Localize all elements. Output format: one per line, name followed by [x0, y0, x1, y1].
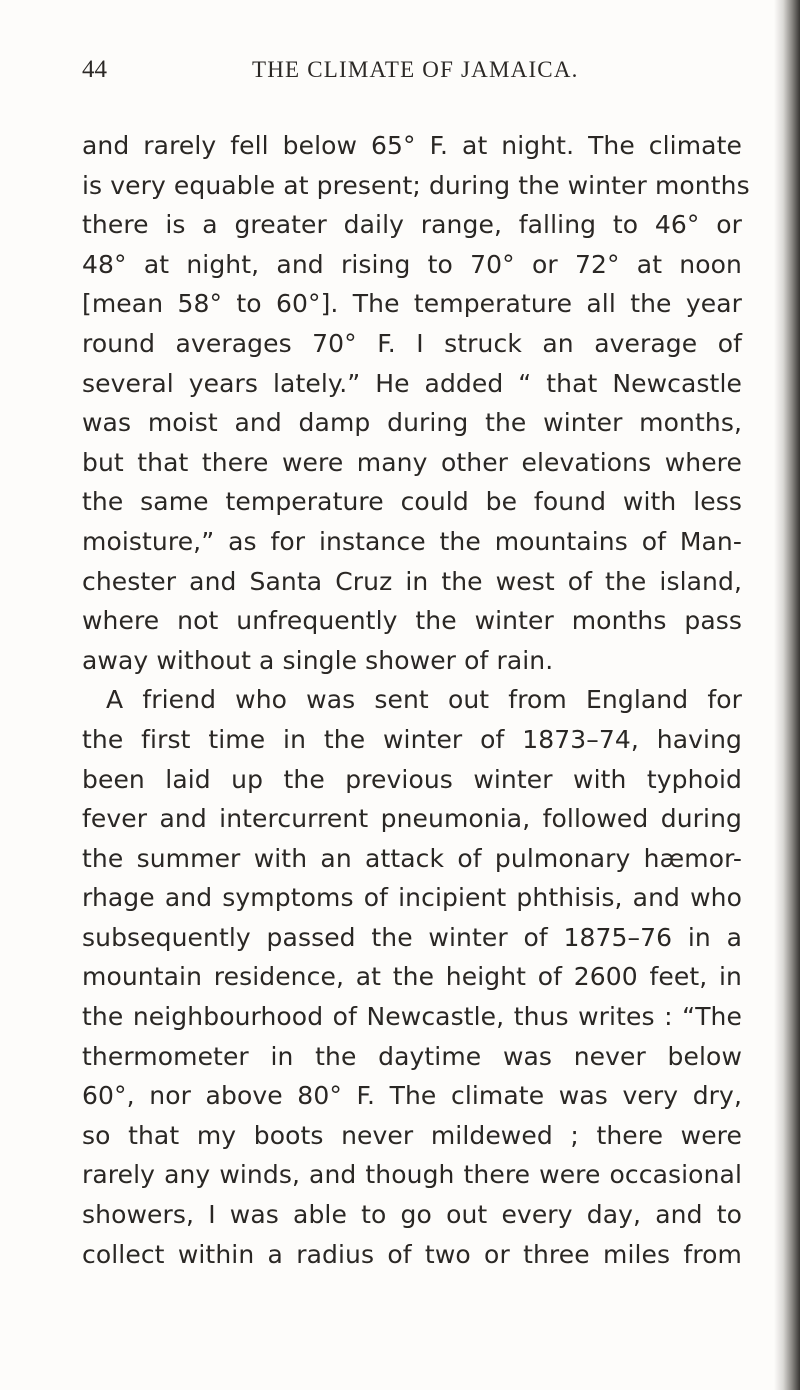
text-line: where not unfrequently the winter months pass	[82, 606, 742, 636]
page-number: 44	[82, 56, 107, 83]
text-line: the first time in the winter of 1873–74, having	[82, 724, 742, 754]
body-text	[82, 126, 750, 1274]
text-line: is very equable at present; during the winter months	[82, 170, 750, 200]
text-line: chester and Santa Cruz in the west of the island,	[82, 566, 742, 596]
text-line: moisture,” as for instance the mountains of Man-	[82, 526, 742, 556]
text-line: showers, I was able to go out every day, and to	[82, 1200, 742, 1230]
text-line: subsequently passed the winter of 1875–76 in a	[82, 922, 742, 952]
text-line: the summer with an attack of pulmonary hæmor-	[82, 843, 742, 873]
text-line: mountain residence, at the height of 2600 feet, in	[82, 962, 742, 992]
text-line: so that my boots never mildewed ; there were	[82, 1120, 742, 1150]
text-line: but that there were many other elevations where	[82, 447, 742, 477]
text-line: the neighbourhood of Newcastle, thus writes : “The	[82, 1002, 742, 1032]
running-title: THE CLIMATE OF JAMAICA.	[252, 57, 579, 82]
text-line: [mean 58° to 60°]. The temperature all the year	[82, 289, 742, 319]
page-binding-shadow	[774, 0, 800, 1390]
text-line: been laid up the previous winter with typhoid	[82, 764, 742, 794]
text-line: was moist and damp during the winter months,	[82, 408, 742, 438]
text-line: and rarely fell below 65° F. at night. The climate	[82, 131, 742, 160]
text-line: A friend who was sent out from England for	[106, 685, 742, 715]
text-line: several years lately.” He added “ that Newcastle	[82, 368, 742, 398]
page-header	[82, 56, 742, 96]
text-line: 48° at night, and rising to 70° or 72° at noon	[82, 249, 742, 279]
text-line: thermometer in the daytime was never below	[82, 1041, 742, 1071]
text-line: there is a greater daily range, falling to 46° or	[82, 210, 742, 240]
text-line: away without a single shower of rain.	[82, 645, 554, 675]
text-line: rarely any winds, and though there were occasional	[82, 1160, 742, 1190]
text-line: rhage and symptoms of incipient phthisis, and who	[82, 883, 742, 913]
text-line: the same temperature could be found with less	[82, 487, 742, 517]
text-line: 60°, nor above 80° F. The climate was very dry,	[82, 1081, 742, 1111]
text-line: round averages 70° F. I struck an average of	[82, 328, 742, 358]
text-line: collect within a radius of two or three miles from	[82, 1239, 742, 1269]
text-line: fever and intercurrent pneumonia, followed during	[82, 804, 742, 834]
